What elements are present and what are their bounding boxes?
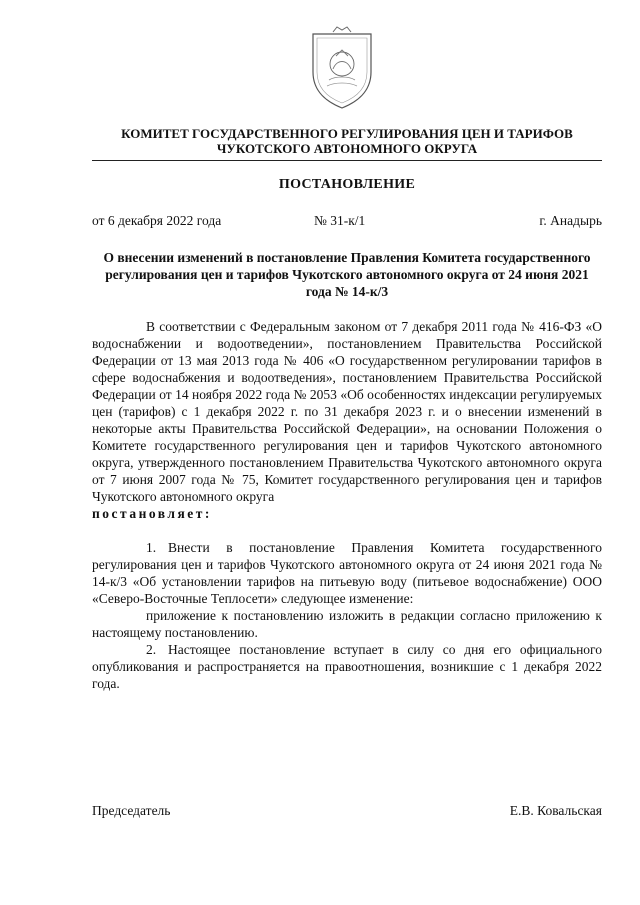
document-meta-row — [92, 213, 602, 231]
list-item-1 — [92, 539, 602, 607]
list-item-1-subparagraph: приложение к постановлению изложить в редакции согласно приложению к настоящему постановлению. — [92, 608, 602, 640]
signatory-name: Е.В. Ковальская — [509, 803, 602, 818]
list-item-1-text: Внести в постановление Правления Комитета государственного регулирования цен и тарифов Чукотского автономного округа от 24 июня 2021 года № 14-к/3 «Об установлении тарифов на питьевую воду (питьевое водоснабжение) ООО «Северо-Восточные Теплосети» следующее изменение: — [92, 540, 602, 606]
list-item-2 — [92, 641, 602, 692]
resolve-heading: постановляет: — [92, 506, 212, 521]
document-number: № 31-к/1 — [314, 213, 366, 228]
list-item-2-text: Настоящее постановление вступает в силу со дня его официального опубликования и распространяется на правоотношения, возникшие с 1 декабря 2022 года. — [92, 642, 602, 691]
committee-name-line-1: КОМИТЕТ ГОСУДАРСТВЕННОГО РЕГУЛИРОВАНИЯ ЦЕН И ТАРИФОВ — [121, 126, 573, 141]
signatory-role: Председатель — [92, 803, 171, 818]
document-place: г. Анадырь — [539, 213, 602, 228]
coat-of-arms-emblem — [307, 26, 377, 110]
document-date: от 6 декабря 2022 года — [92, 213, 222, 228]
document-body — [92, 318, 602, 692]
header-divider — [92, 160, 602, 161]
committee-name — [92, 126, 602, 156]
committee-name-line-2: ЧУКОТСКОГО АВТОНОМНОГО ОКРУГА — [216, 141, 478, 156]
list-item-2-number: 2. — [146, 642, 157, 657]
preamble-paragraph: В соответствии с Федеральным законом от 7 декабря 2011 года № 416-ФЗ «О водоснабжении и водоотведении», постановлением Правительства Российской Федерации от 13 мая 2013 года № 406 «О государственном регулировании тарифов в сфере водоснабжения и водоотведения», постановлением Правительства Российской Федерации от 14 ноября 2022 года № 2053 «Об особенностях индексации регулируемых цен (тарифов) с 1 декабря 2022 г. по 31 декабря 2023 г. и о внесении изменений в некоторые акты Правительства Российской Федерации», на основании Положения о Комитете государственного регулирования цен и тарифов Чукотского автономного округа, утвержденного постановлением Правительства Чукотского автономного округа от 7 июня 2007 года № 75, Комитет государственного регулирования цен и тарифов Чукотского автономного округа — [92, 319, 602, 504]
signature-row — [92, 803, 602, 821]
document-type-heading: ПОСТАНОВЛЕНИЕ — [278, 177, 416, 192]
document-title: О внесении изменений в постановление Правления Комитета государственного регулирования цен и тарифов Чукотского автономного округа от 24 июня 2021 года № 14-к/3 — [103, 250, 591, 299]
list-item-1-number: 1. — [146, 540, 157, 555]
